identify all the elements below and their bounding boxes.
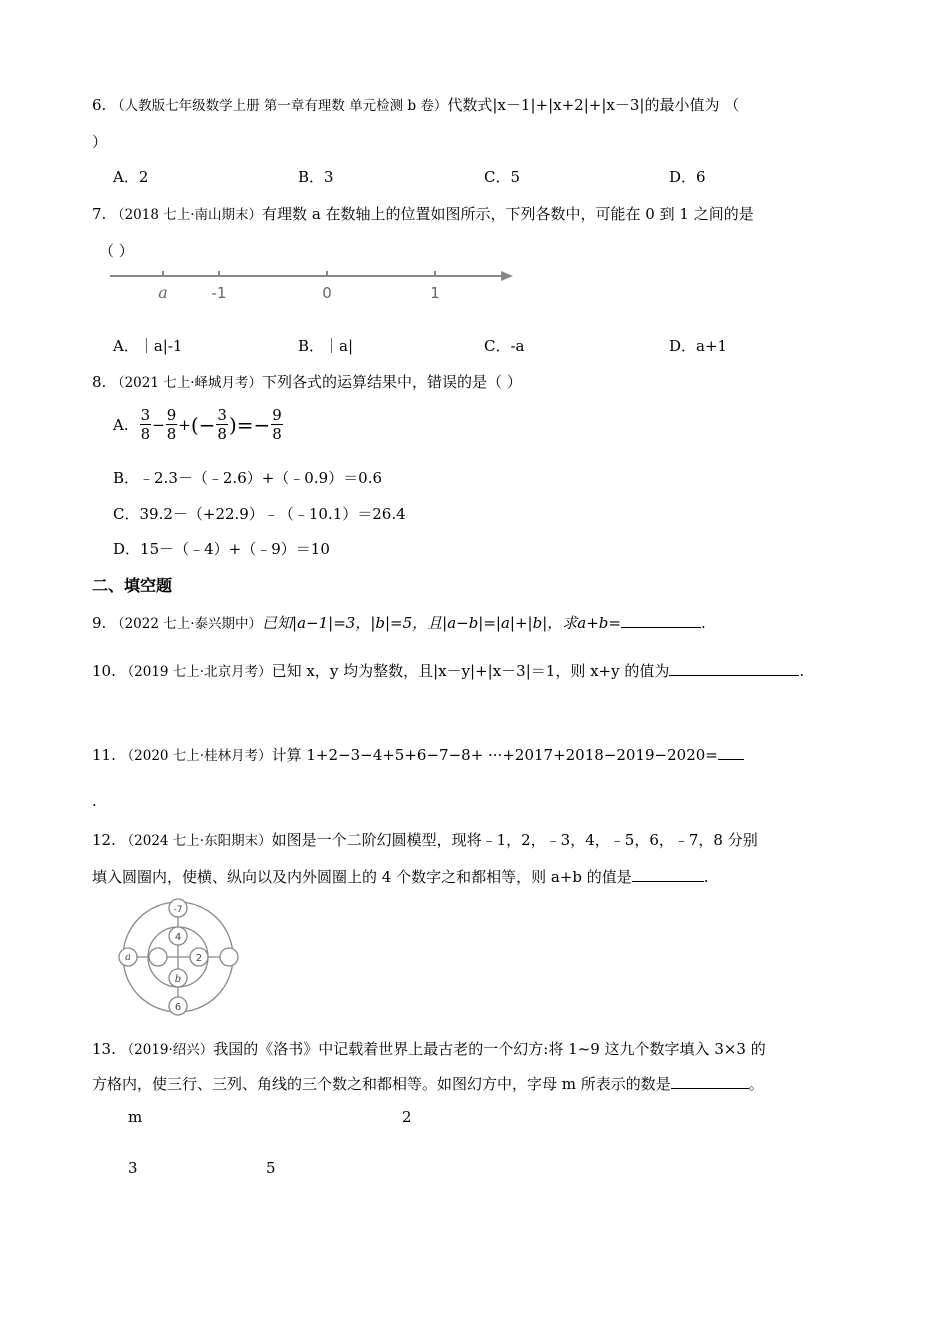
q12-answer-blank[interactable] — [632, 867, 704, 882]
fraction-2-num: 9 — [166, 406, 177, 424]
magic-circle-figure — [114, 898, 244, 1016]
q7-option-a: A．｜a|-1 — [113, 337, 183, 355]
q8-option-a — [113, 406, 284, 443]
q9-source: （2022 七上·泰兴期中） — [111, 616, 263, 632]
q10-source: （2019 七上·北京月考） — [120, 664, 272, 680]
q11-source: （2020 七上·桂林月考） — [120, 748, 272, 764]
q8-option-c: C．39.2－（+22.9）﹣（﹣10.1）＝26.4 — [113, 505, 406, 523]
q6-source: （人教版七年级数学上册 第一章有理数 单元检测 b 卷） — [111, 98, 448, 114]
q10-number: 10. — [92, 662, 116, 680]
q6-line1 — [92, 94, 739, 115]
node-label-6: 6 — [174, 1002, 182, 1013]
node-right-outer — [220, 948, 238, 966]
q6-text: 代数式|x－1|+|x+2|+|x－3|的最小值为 （ — [447, 96, 740, 114]
q12-end: . — [703, 868, 709, 886]
node-label-b: b — [174, 974, 182, 985]
paren-close-equals: )=− — [228, 412, 271, 437]
fraction-1-den: 8 — [140, 425, 151, 443]
q7-line1 — [92, 203, 754, 224]
q9-text: 已知|a−1|=3，|b|=5，且|a−b|=|a|+|b|，求a+b= — [262, 614, 621, 632]
q10-answer-blank[interactable] — [669, 661, 799, 676]
q11-number: 11. — [92, 746, 116, 764]
q7-number: 7. — [92, 205, 107, 223]
q7-text: 有理数 a 在数轴上的位置如图所示，下列各数中，可能在 0 到 1 之间的是 — [262, 205, 754, 223]
fraction-3 — [216, 406, 228, 443]
fraction-2 — [166, 406, 178, 443]
fraction-3-den: 8 — [217, 425, 227, 443]
q13-text-line2: 方格内，使三行、三列、角线的三个数之和都相等。如图幻方中，字母 m 所表示的数是 — [92, 1075, 671, 1093]
q8-line1 — [92, 371, 522, 392]
fraction-4-num: 9 — [272, 406, 282, 424]
magic-square-cell-5: 5 — [266, 1159, 276, 1177]
label-a: a — [158, 283, 168, 302]
q11-line2: . — [92, 792, 97, 810]
magic-square-cell-2: 2 — [402, 1108, 412, 1126]
node-label-minus-7: -7 — [173, 905, 183, 915]
q8-option-a-prefix: A. — [113, 415, 129, 434]
q6-option-d: D．6 — [669, 168, 706, 186]
q9-answer-blank[interactable] — [621, 613, 701, 628]
q7-option-d: D．a+1 — [669, 337, 728, 355]
q10-end: . — [799, 662, 805, 680]
fraction-4 — [271, 406, 283, 443]
q8-source: （2021 七上·峄城月考） — [111, 375, 263, 391]
fraction-1 — [140, 406, 152, 443]
q8-option-b: B．﹣2.3－（﹣2.6）+（﹣0.9）＝0.6 — [113, 469, 383, 487]
q12-source: （2024 七上·东阳期末） — [120, 833, 272, 849]
q8-number: 8. — [92, 373, 107, 391]
fraction-1-num: 3 — [140, 406, 151, 424]
q13-number: 13. — [92, 1040, 116, 1058]
magic-square-cell-3: 3 — [128, 1159, 138, 1177]
q6-option-a: A．2 — [113, 168, 149, 186]
label-1: 1 — [430, 284, 440, 302]
label-0: 0 — [322, 284, 332, 302]
fraction-4-den: 8 — [272, 425, 282, 443]
q12-text: 如图是一个二阶幻圆模型，现将﹣1，2，﹣3，4，﹣5，6，﹣7，8 分别 — [271, 831, 758, 849]
q13-end: 。 — [748, 1075, 764, 1093]
q13-source: （2019·绍兴） — [120, 1042, 214, 1058]
q13-line1 — [92, 1038, 766, 1059]
q10-line1 — [92, 660, 804, 681]
q12-text-line2: 填入圆圈内，使横、纵向以及内外圆圈上的 4 个数字之和都相等，则 a+b 的值是 — [92, 868, 632, 886]
q7-source: （2018 七上·南山期末） — [111, 207, 263, 223]
node-left-inner — [149, 948, 167, 966]
magic-square-cell-m: m — [128, 1108, 143, 1126]
node-label-a: a — [125, 952, 131, 963]
q9-line1 — [92, 612, 706, 633]
number-line-figure — [105, 262, 525, 308]
q9-end: . — [700, 614, 706, 632]
paren-open: (− — [190, 412, 216, 437]
q8-option-d: D．15－（﹣4）+（﹣9）＝10 — [113, 540, 330, 558]
fraction-3-num: 3 — [217, 406, 227, 424]
q11-text: 计算 1+2−3−4+5+6−7−8+ ···+2017+2018−2019−2020= — [271, 746, 718, 764]
q7-line2: （ ） — [99, 242, 134, 260]
fraction-2-den: 8 — [166, 425, 177, 443]
label-minus-1: -1 — [211, 284, 227, 302]
q13-line2 — [92, 1073, 764, 1094]
number-line-arrow-icon — [501, 271, 513, 281]
section-heading-fill-in: 二、填空题 — [92, 576, 173, 595]
node-label-2: 2 — [195, 953, 203, 964]
q12-line1 — [92, 829, 758, 850]
q12-line2 — [92, 866, 709, 887]
q8-text: 下列各式的运算结果中，错误的是（ ） — [262, 373, 522, 391]
q13-text: 我国的《洛书》中记载着世界上最古老的一个幻方:将 1~9 这九个数字填入 3×3 的 — [213, 1040, 766, 1058]
op-minus: − — [152, 415, 165, 434]
q6-number: 6. — [92, 96, 107, 114]
q11-line1 — [92, 744, 744, 765]
q11-answer-blank[interactable] — [718, 745, 744, 760]
q13-answer-blank[interactable] — [671, 1074, 749, 1089]
op-plus: + — [178, 415, 191, 434]
q6-option-b: B．3 — [298, 168, 334, 186]
q12-number: 12. — [92, 831, 116, 849]
q6-line2: ） — [92, 133, 108, 151]
q6-option-c: C．5 — [484, 168, 521, 186]
q9-number: 9. — [92, 614, 107, 632]
q10-text: 已知 x，y 均为整数，且|x－y|+|x－3|＝1，则 x+y 的值为 — [271, 662, 670, 680]
q7-option-b: B．｜a| — [298, 337, 354, 355]
q7-option-c: C．-a — [484, 337, 525, 355]
node-label-4: 4 — [174, 932, 182, 943]
